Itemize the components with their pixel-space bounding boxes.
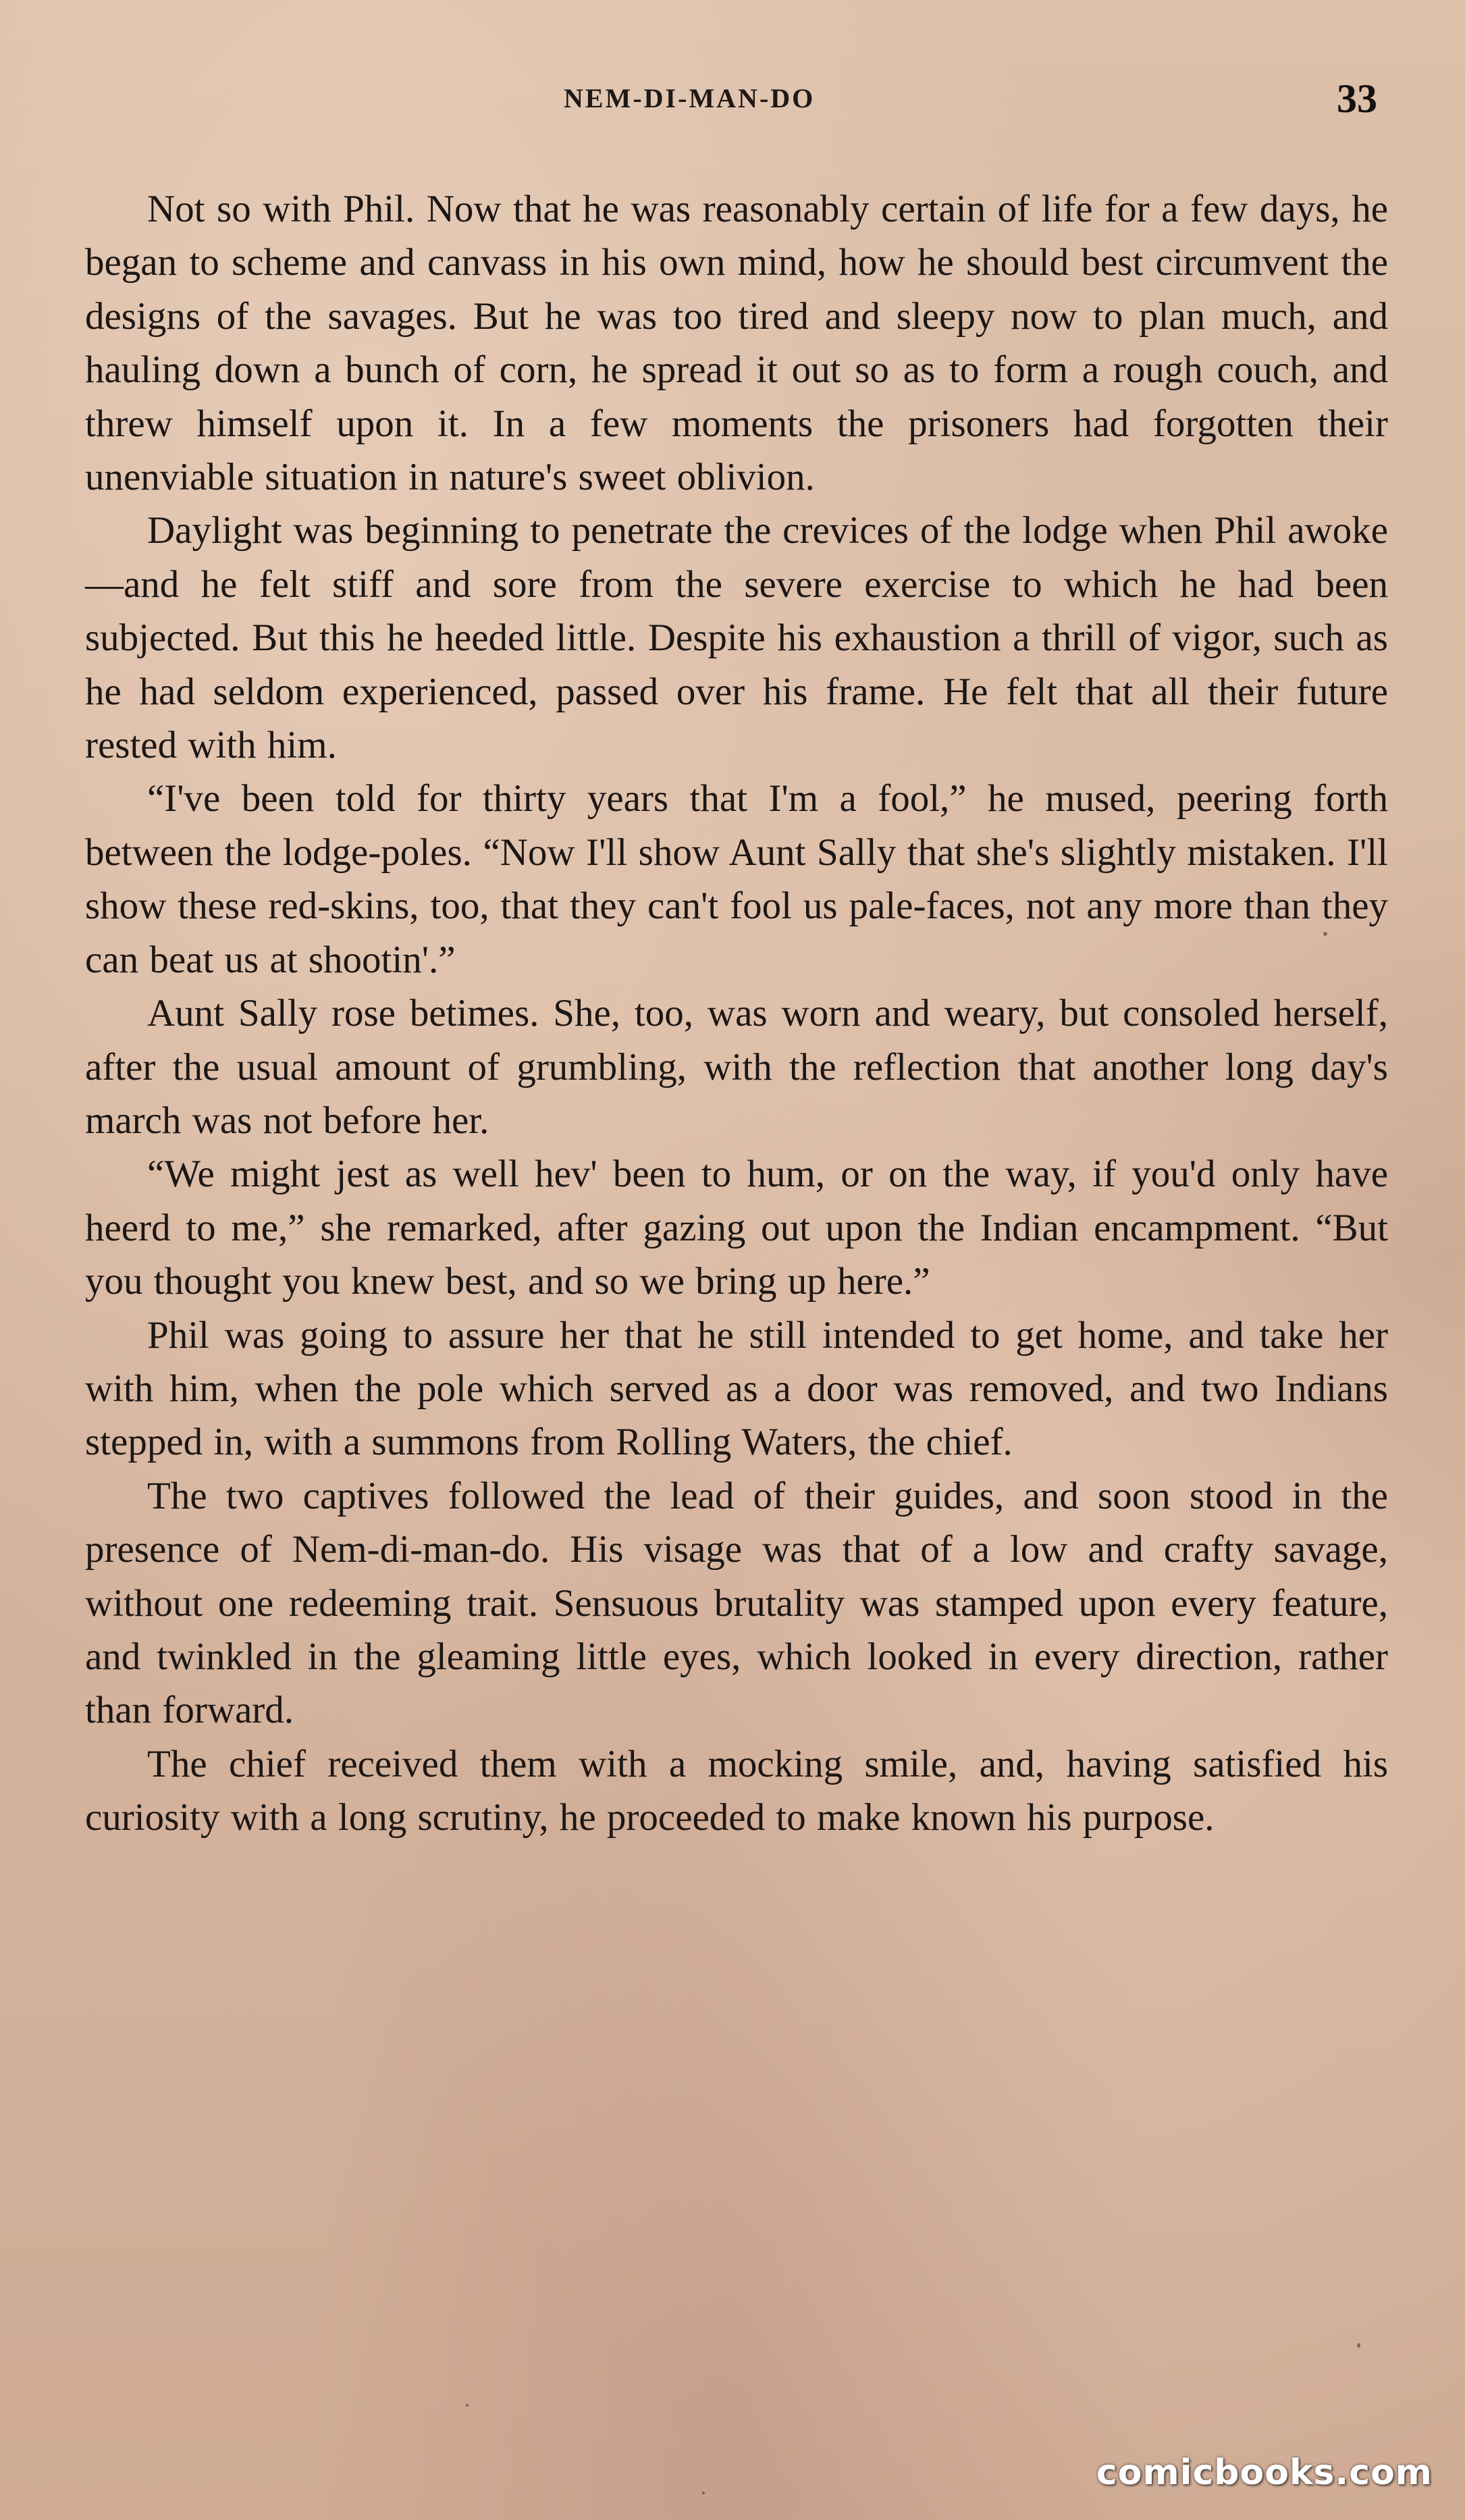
- paragraph: The chief received them with a mocking smile, and, having satisfied his curiosity with a long scrutiny, he proceeded to make known his purpose.: [85, 1742, 1388, 1839]
- body-text: [85, 182, 1388, 1845]
- paper-speck: [466, 2404, 469, 2407]
- watermark: comicbooks.com: [1096, 2452, 1433, 2493]
- paragraph: The two captives followed the lead of their guides, and soon stood in the presence of Nem-di-man-do. His visage was that of a low and crafty savage, without one redeeming trait. Sensuous brutality was stamped upon every feature, and twinkled in the gleaming little eyes, which looked in every direction, rather than forward.: [85, 1474, 1388, 1732]
- paragraph: Daylight was beginning to penetrate the crevices of the lodge when Phil awoke—and he felt stiff and sore from the severe exercise to which he had been subjected. But this he heeded little. Despite his exhaustion a thrill of vigor, such as he had seldom experienced, passed over his frame. He felt that all their future rested with him.: [85, 509, 1388, 767]
- paragraph: “I've been told for thirty years that I'm a fool,” he mused, peering forth between the lodge-poles. “Now I'll show Aunt Sally that she's slightly mistaken. I'll show these red-skins, too, that they can't fool us pale-faces, not any more than they can beat us at shootin'.”: [85, 777, 1388, 981]
- paragraph: Phil was going to assure her that he still intended to get home, and take her with him, when the pole which served as a door was removed, and two Indians stepped in, with a summons from Rolling Waters, the chief.: [85, 1313, 1388, 1464]
- paper-speck: [1357, 2343, 1360, 2348]
- paragraph: Aunt Sally rose betimes. She, too, was worn and weary, but consoled herself, after the usual amount of grumbling, with the reflection that another long day's march was not before her.: [85, 992, 1388, 1142]
- paper-speck: [1323, 932, 1327, 936]
- paper-speck: [702, 2492, 705, 2494]
- paragraph: “We might jest as well hev' been to hum, or on the way, if you'd only have heerd to me,” she remarked, after gazing out upon the Indian encampment. “But you thought you knew best, and so we bring up here.”: [85, 1153, 1388, 1303]
- running-title: NEM-DI-MAN-DO: [564, 83, 816, 113]
- running-head: [0, 76, 1465, 127]
- paragraph: Not so with Phil. Now that he was reasonably certain of life for a few days, he began to scheme and canvass in his own mind, how he should best circumvent the designs of the savages. But he was too tired and sleepy now to plan much, and hauling down a bunch of corn, he spread it out so as to form a rough couch, and threw himself upon it. In a few moments the prisoners had forgotten their unenviable situation in nature's sweet oblivion.: [85, 188, 1388, 499]
- page-number: 33: [1337, 76, 1377, 121]
